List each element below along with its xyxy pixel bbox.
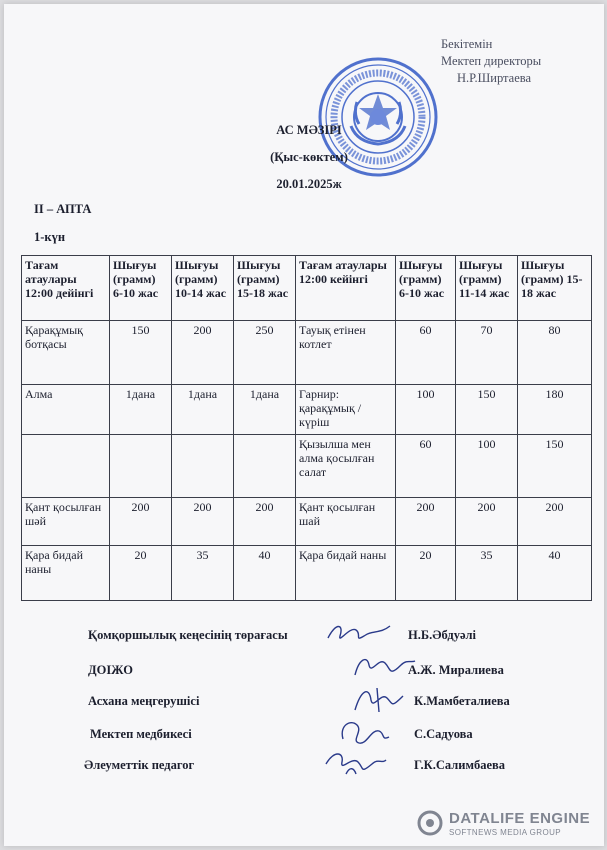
grams-cell: 100 <box>396 385 456 435</box>
grams-cell: 35 <box>172 546 234 601</box>
grams-cell: 60 <box>396 435 456 498</box>
signature-role: Қомқоршылық кеңесінің төрағасы <box>88 628 288 642</box>
grams-cell: 200 <box>518 498 592 546</box>
dish-cell: Қара бидай наны <box>296 546 396 601</box>
dish-cell: Алма <box>22 385 110 435</box>
signature-name: С.Садуова <box>414 727 473 741</box>
header-cell: Шығуы (грамм) 11-14 жас <box>456 256 518 321</box>
grams-cell: 100 <box>456 435 518 498</box>
grams-cell: 250 <box>234 321 296 385</box>
grams-cell: 150 <box>518 435 592 498</box>
table-row <box>22 498 592 546</box>
handwritten-signature <box>347 682 417 716</box>
menu-date: 20.01.2025ж <box>276 177 342 191</box>
approval-line-name: Н.Р.Ширтаева <box>457 71 532 85</box>
signature-role: Асхана меңгерушісі <box>88 694 200 708</box>
table-row <box>22 321 592 385</box>
grams-cell: 40 <box>518 546 592 601</box>
grams-cell: 1дана <box>234 385 296 435</box>
signature-row <box>4 727 604 747</box>
title-block <box>184 122 434 203</box>
watermark-title: DATALIFE ENGINE <box>449 810 591 827</box>
signature-name: А.Ж. Миралиева <box>408 663 504 677</box>
document-page <box>4 4 604 846</box>
grams-cell: 200 <box>172 498 234 546</box>
signature-role: ДОІЖО <box>88 663 133 677</box>
watermark-subtitle: SOFTNEWS MEDIA GROUP <box>449 828 562 837</box>
dish-cell: Қара бидай наны <box>22 546 110 601</box>
menu-table <box>21 255 592 601</box>
grams-cell: 20 <box>396 546 456 601</box>
watermark <box>417 808 597 842</box>
grams-cell <box>234 435 296 498</box>
dish-cell: Гарнир: қарақұмық / күріш <box>296 385 396 435</box>
signature-name: Г.К.Салимбаева <box>414 758 506 772</box>
dish-cell: Қант қосылған шәй <box>22 498 110 546</box>
table-row <box>22 435 592 498</box>
grams-cell: 200 <box>110 498 172 546</box>
grams-cell: 20 <box>110 546 172 601</box>
header-cell: Тағам атаулары 12:00 кейінгі <box>296 256 396 321</box>
header-cell: Шығуы (грамм) 15-18 жас <box>518 256 592 321</box>
dish-cell <box>22 435 110 498</box>
header-cell: Шығуы (грамм) 6-10 жас <box>110 256 172 321</box>
datalife-logo-icon <box>417 810 443 836</box>
approval-line-position: Мектеп директоры <box>441 54 542 68</box>
signature-role: Мектеп медбикесі <box>90 727 192 741</box>
grams-cell: 180 <box>518 385 592 435</box>
season-label: (Қыс-көктем) <box>270 150 348 164</box>
grams-cell: 200 <box>234 498 296 546</box>
day-label: 1-күн <box>34 230 66 244</box>
table-row <box>22 546 592 601</box>
grams-cell: 200 <box>456 498 518 546</box>
dish-cell: Қант қосылған шай <box>296 498 396 546</box>
grams-cell: 35 <box>456 546 518 601</box>
grams-cell: 60 <box>396 321 456 385</box>
approval-line-approve: Бекітемін <box>441 37 493 51</box>
grams-cell <box>110 435 172 498</box>
header-cell: Шығуы (грамм) 10-14 жас <box>172 256 234 321</box>
dish-cell: Қызылша мен алма қосылған салат <box>296 435 396 498</box>
grams-cell: 200 <box>172 321 234 385</box>
signature-row <box>4 663 604 683</box>
signature-row <box>4 628 604 648</box>
signature-role: Әлеуметтік педагог <box>84 758 195 772</box>
approval-block <box>441 36 541 87</box>
signature-row <box>4 694 604 714</box>
grams-cell: 1дана <box>172 385 234 435</box>
menu-heading: АС МӘЗІРІ <box>276 123 342 137</box>
header-cell: Шығуы (грамм) 15-18 жас <box>234 256 296 321</box>
grams-cell: 1дана <box>110 385 172 435</box>
grams-cell: 150 <box>456 385 518 435</box>
week-label: II – АПТА <box>34 202 92 216</box>
dish-cell: Қарақұмық ботқасы <box>22 321 110 385</box>
handwritten-signature <box>320 744 390 778</box>
signature-name: К.Мамбеталиева <box>414 694 510 708</box>
header-cell: Тағам атаулары 12:00 дейінгі <box>22 256 110 321</box>
signature-name: Н.Б.Әбдуәлі <box>408 628 477 642</box>
grams-cell: 150 <box>110 321 172 385</box>
dish-cell: Тауық етінен котлет <box>296 321 396 385</box>
grams-cell: 70 <box>456 321 518 385</box>
handwritten-signature <box>324 616 394 650</box>
grams-cell: 200 <box>396 498 456 546</box>
grams-cell: 40 <box>234 546 296 601</box>
header-cell: Шығуы (грамм) 6-10 жас <box>396 256 456 321</box>
signature-row <box>4 758 604 778</box>
table-row <box>22 385 592 435</box>
grams-cell: 80 <box>518 321 592 385</box>
grams-cell <box>172 435 234 498</box>
table-header-row <box>22 256 592 321</box>
